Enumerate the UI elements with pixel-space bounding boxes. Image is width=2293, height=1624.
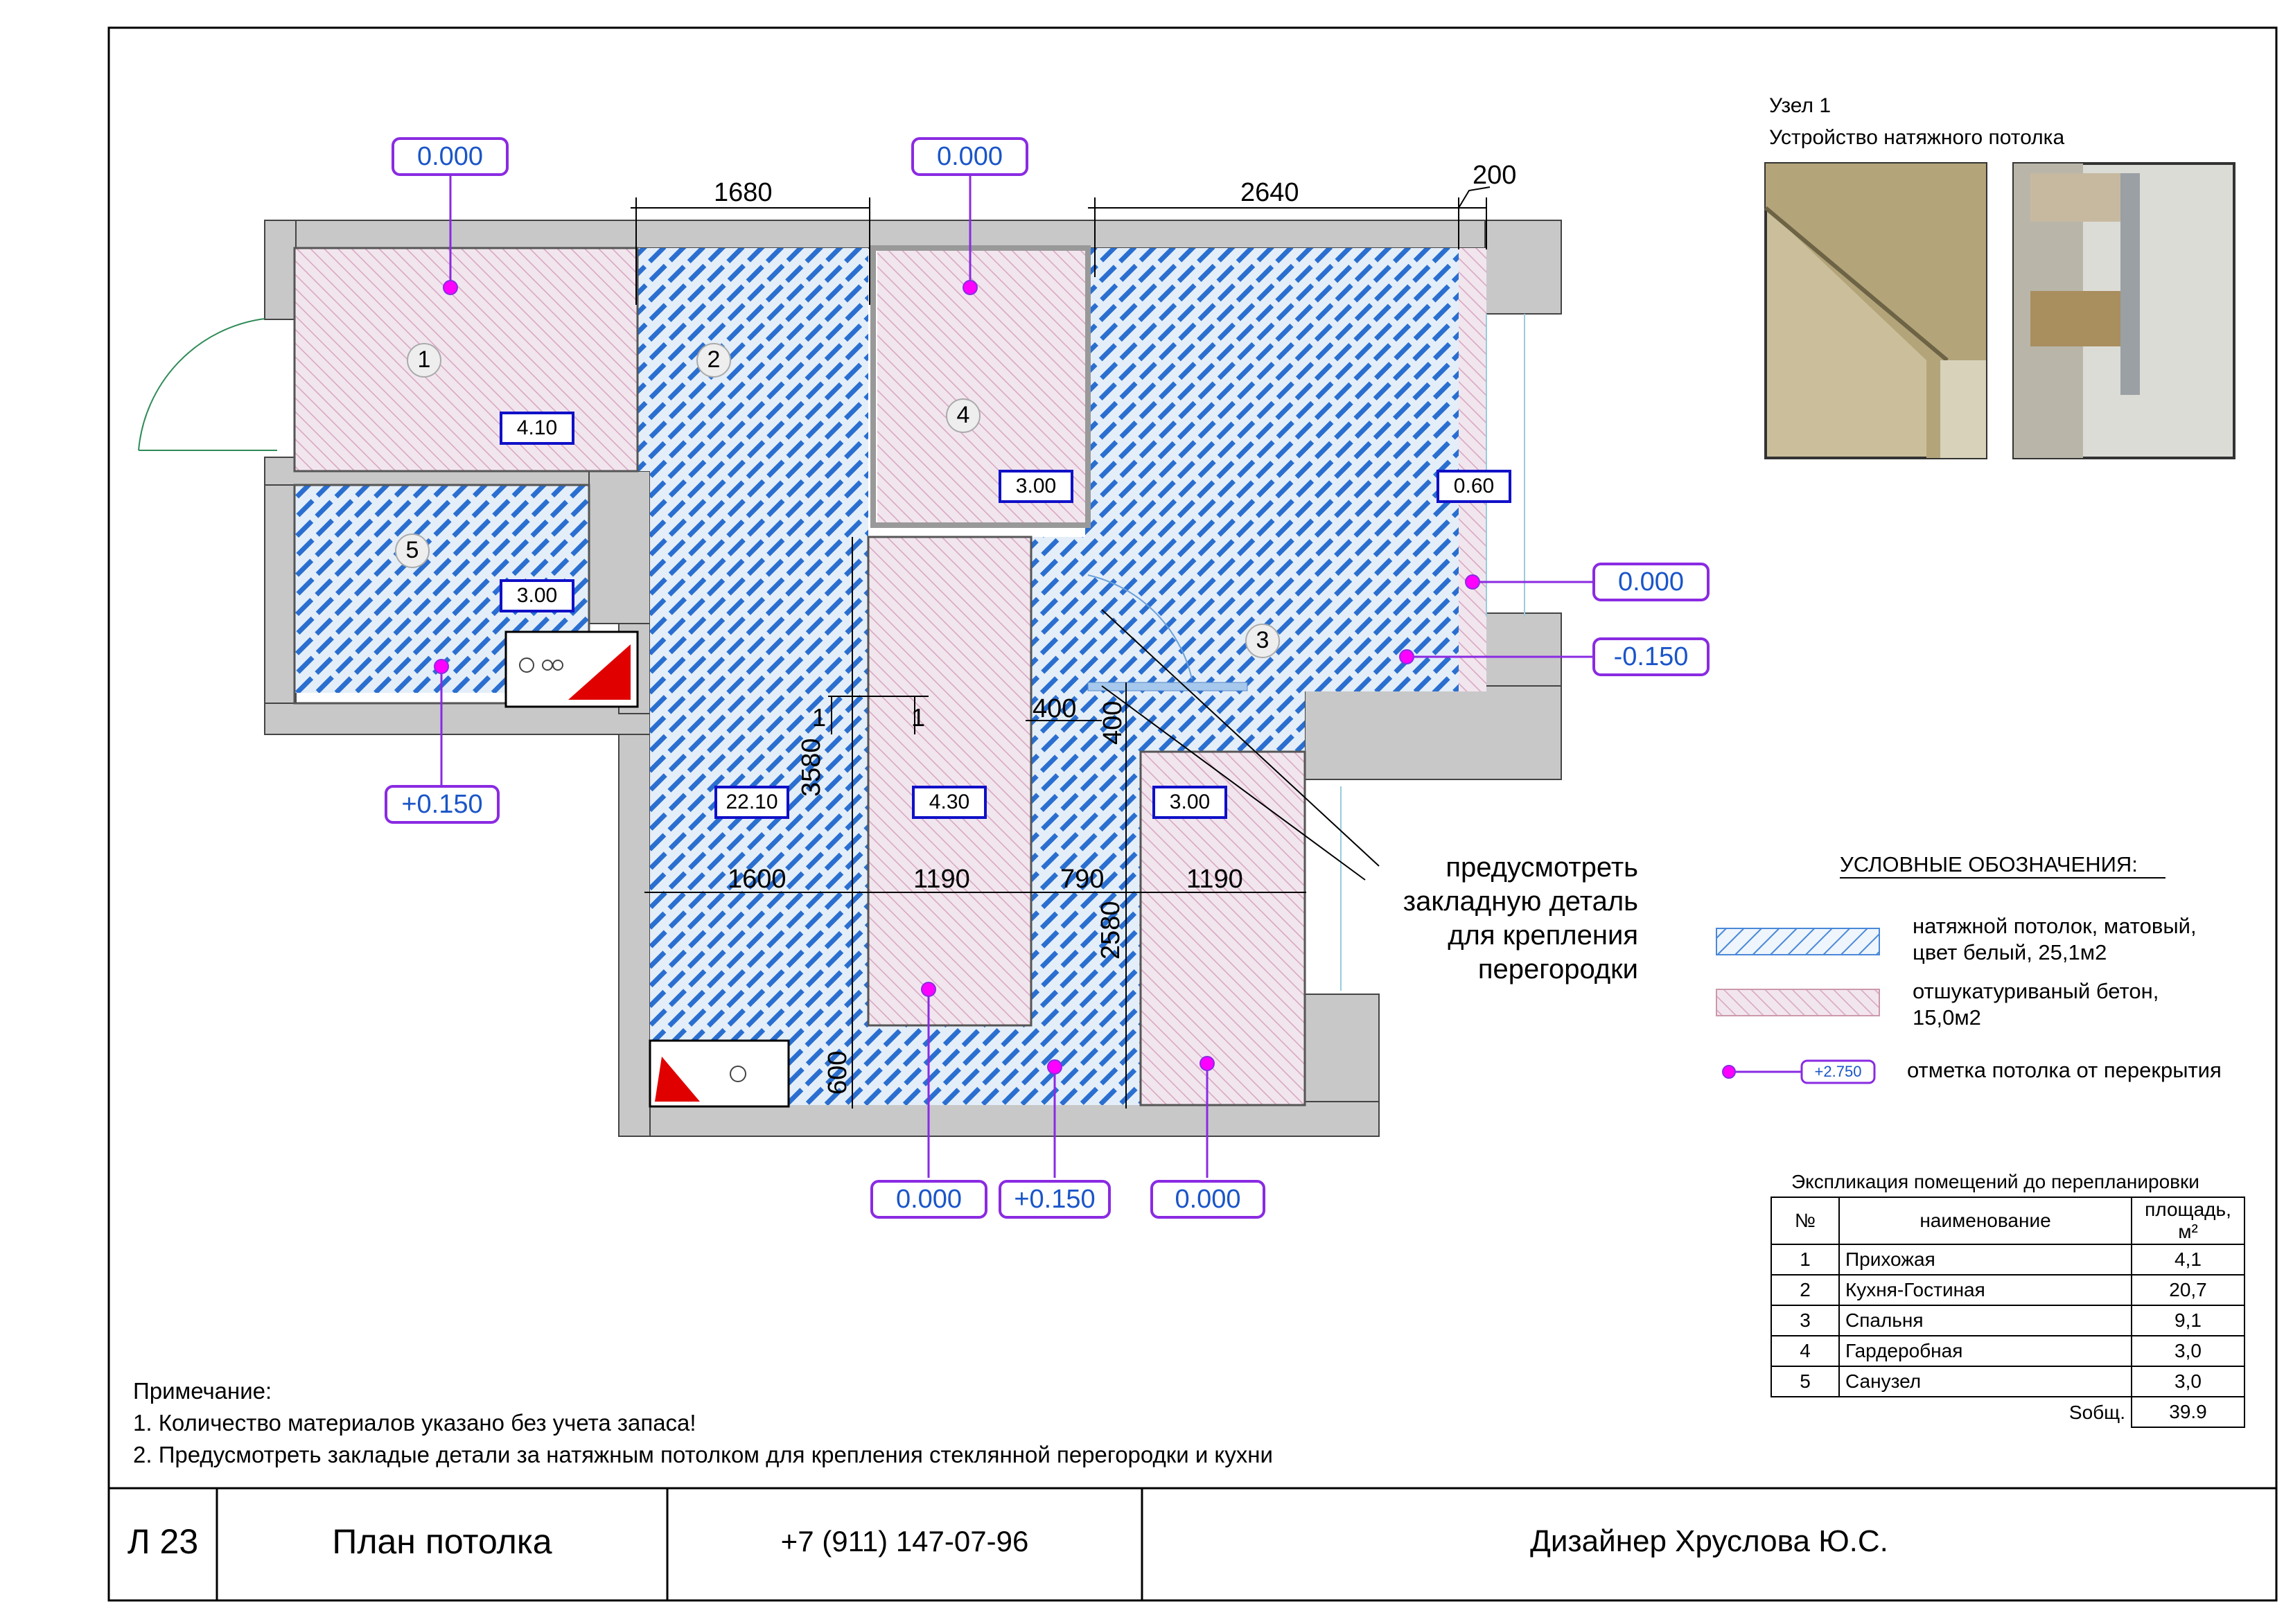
row-area: 9,1 <box>2132 1305 2244 1336</box>
legend-swatch-plaster <box>1716 989 1879 1016</box>
notes <box>133 1375 1273 1471</box>
partition-callout <box>1403 851 1638 987</box>
total-row <box>1771 1397 2244 1427</box>
height-corridor: 4.30 <box>929 791 970 813</box>
room-number-3: 3 <box>1256 627 1270 653</box>
total-label: Sобщ. <box>2068 1401 2125 1423</box>
legend-item-mark: отметка потолка от перекрытия <box>1907 1058 2222 1082</box>
legend-item-stretch <box>1913 913 2197 966</box>
row-num: 1 <box>1771 1244 1839 1275</box>
dim-top-2640: 2640 <box>1240 178 1299 207</box>
mark-bottom-right: 0.000 <box>1175 1184 1241 1214</box>
node-subtitle: Устройство натяжного потолка <box>1769 126 2065 149</box>
height-room3: 0.60 <box>1453 475 1495 497</box>
room-number-2: 2 <box>707 346 721 373</box>
row-area: 3,0 <box>2132 1366 2244 1397</box>
node-photo-1 <box>1766 164 1986 458</box>
table-row <box>1771 1275 2244 1305</box>
row-name: Спальня <box>1839 1305 2132 1336</box>
node-caption <box>1769 90 2064 154</box>
explication-title: Экспликация помещений до перепланировки <box>1791 1171 2199 1192</box>
mark-right-lower: -0.150 <box>1613 642 1689 671</box>
legend-item-plaster-line1: отшукатуриваный бетон, <box>1913 979 2159 1003</box>
bathroom-fixture-upper <box>506 632 638 707</box>
legend-mark-sample: +2.750 <box>1814 1063 1862 1080</box>
row-area: 3,0 <box>2132 1336 2244 1366</box>
row-num: 5 <box>1771 1366 1839 1397</box>
notes-line-2: 2. Предусмотреть закладые детали за натяжным потолком для крепления стеклянной перегородки и кухни <box>133 1442 1273 1467</box>
dim-400-vertical: 400 <box>1098 700 1127 745</box>
col-num: № <box>1771 1197 1839 1244</box>
col-area: площадь, м² <box>2132 1197 2244 1244</box>
legend-item-plaster <box>1913 978 2159 1031</box>
col-name: наименование <box>1839 1197 2132 1244</box>
height-room1: 4.10 <box>516 416 558 439</box>
height-room4: 3.00 <box>1015 475 1057 497</box>
row-num: 3 <box>1771 1305 1839 1336</box>
height-room3b: 3.00 <box>1169 791 1211 813</box>
mark-bottom-mid: +0.150 <box>1014 1184 1096 1214</box>
dim-400-horizontal: 400 <box>1033 694 1077 723</box>
table-row <box>1771 1366 2244 1397</box>
row-num: 4 <box>1771 1336 1839 1366</box>
mark-right-upper: 0.000 <box>1617 567 1685 597</box>
row-name: Гардеробная <box>1839 1336 2132 1366</box>
section-mark-left: 1 <box>812 703 827 732</box>
dim-bottom-1190a: 1190 <box>913 865 970 894</box>
legend-title: УСЛОВНЫЕ ОБОЗНАЧЕНИЯ: <box>1840 852 2138 876</box>
mark-bottom-left: 0.000 <box>895 1184 963 1214</box>
legend-item-stretch-line1: натяжной потолок, матовый, <box>1913 914 2197 938</box>
row-name: Кухня-Гостиная <box>1839 1275 2132 1305</box>
explication-table <box>1771 1197 2245 1428</box>
dim-bottom-790: 790 <box>1060 865 1105 894</box>
dim-600: 600 <box>823 1050 852 1095</box>
dim-bottom-1190b: 1190 <box>1186 865 1243 894</box>
legend-item-plaster-line2: 15,0м2 <box>1913 1005 1981 1030</box>
height-main: 22.10 <box>726 791 778 813</box>
kitchen-fixture-lower <box>650 1041 789 1106</box>
row-area: 4,1 <box>2132 1244 2244 1275</box>
row-area: 20,7 <box>2132 1275 2244 1305</box>
phone-number: +7 (911) 147-07-96 <box>780 1525 1029 1557</box>
room-number-1: 1 <box>417 346 431 373</box>
legend-item-stretch-line2: цвет белый, 25,1м2 <box>1913 940 2107 964</box>
table-row <box>1771 1305 2244 1336</box>
dim-bottom-1600: 1600 <box>728 865 787 894</box>
room-number-4: 4 <box>956 402 970 428</box>
callout-line-3: для крепления <box>1448 920 1638 951</box>
callout-line-2: закладную деталь <box>1403 886 1638 917</box>
row-name: Санузел <box>1839 1366 2132 1397</box>
table-row <box>1771 1244 2244 1275</box>
callout-line-1: предусмотреть <box>1446 852 1638 883</box>
sheet-title: План потолка <box>332 1522 552 1561</box>
node-photo-2 <box>2014 164 2234 458</box>
notes-heading: Примечание: <box>133 1378 272 1404</box>
node-title: Узел 1 <box>1769 94 1831 117</box>
mark-top-left: 0.000 <box>416 141 484 171</box>
dim-3580: 3580 <box>797 738 826 797</box>
sheet-number: Л 23 <box>127 1522 199 1561</box>
callout-line-4: перегородки <box>1477 954 1638 985</box>
total-value: 39.9 <box>2132 1397 2244 1427</box>
row-name: Прихожая <box>1839 1244 2132 1275</box>
dim-2580: 2580 <box>1096 901 1125 960</box>
legend-swatch-stretch <box>1716 928 1879 955</box>
notes-line-1: 1. Количество материалов указано без учета запаса! <box>133 1410 696 1436</box>
mark-left-bottom: +0.150 <box>401 789 483 819</box>
height-room5: 3.00 <box>516 584 558 607</box>
row-num: 2 <box>1771 1275 1839 1305</box>
mark-top-mid: 0.000 <box>936 141 1003 171</box>
table-row <box>1771 1336 2244 1366</box>
dim-top-1680: 1680 <box>714 178 773 207</box>
section-mark-right: 1 <box>911 703 926 732</box>
dim-top-200: 200 <box>1473 161 1517 190</box>
designer-name: Дизайнер Хруслова Ю.С. <box>1530 1524 1888 1558</box>
room-number-5: 5 <box>405 537 419 563</box>
